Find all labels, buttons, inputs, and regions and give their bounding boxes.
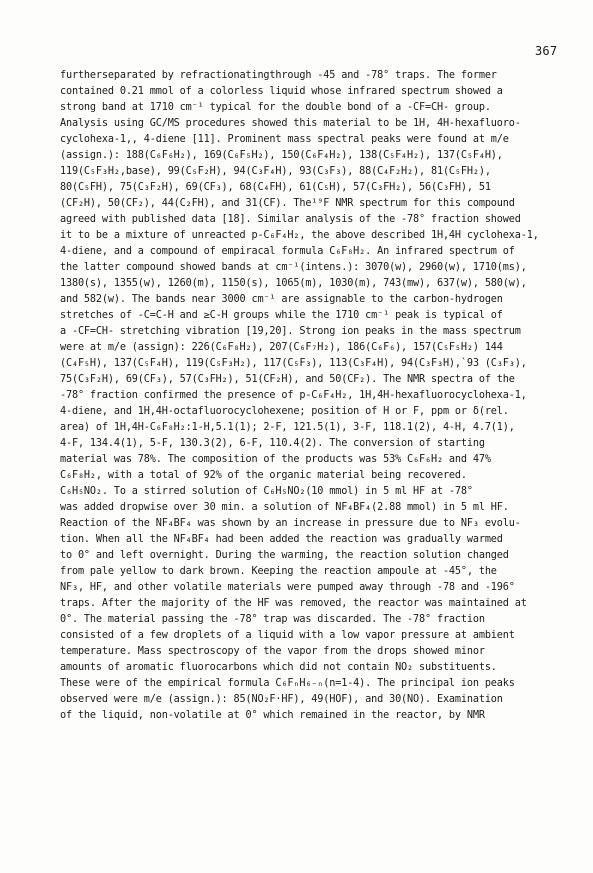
text-line: temperature. Mass spectroscopy of the vapor from the drops showed minor [60, 646, 485, 657]
text-line: NF₃, HF, and other volatile materials were pumped away through -78 and -196° [60, 582, 515, 593]
text-line: 119(C₅F₃H₂,base), 99(C₅F₂H), 94(C₃F₄H), 93(C₃F₃), 88(C₄F₂H₂), 81(C₅FH₂), [60, 166, 491, 177]
text-line: C₆H₅NO₂. To a stirred solution of C₆H₅NO₂(10 mmol) in 5 ml HF at -78° [60, 486, 473, 497]
text-line: it to be a mixture of unreacted p-C₆F₄H₂, the above described 1H,4H cyclohexa-1, [60, 230, 539, 241]
text-line: from pale yellow to dark brown. Keeping the reaction ampoule at -45°, the [60, 566, 497, 577]
text-line: were at m/e (assign): 226(C₆F₈H₂), 207(C₆F₇H₂), 186(C₆F₆), 157(C₅F₅H₂) 144 [60, 342, 503, 353]
text-line: (C₄F₅H), 137(C₅F₄H), 119(C₅F₃H₂), 117(C₅F₃), 113(C₃F₄H), 94(C₃F₃H),`93 (C₃F₃), [60, 358, 527, 369]
text-line: the latter compound showed bands at cm⁻¹(intens.): 3070(w), 2960(w), 1710(ms), [60, 262, 527, 273]
text-line: and 582(w). The bands near 3000 cm⁻¹ are assignable to the carbon-hydrogen [60, 294, 503, 305]
text-line: 75(C₃F₂H), 69(CF₃), 57(C₃FH₂), 51(CF₂H), and 50(CF₂). The NMR spectra of the [60, 374, 515, 385]
text-line: 4-diene, and 1H,4H-octafluorocyclohexene; position of H or F, ppm or δ(rel. [60, 406, 509, 417]
text-line: These were of the empirical formula C₆FₙH₆₋ₙ(n=1-4). The principal ion peaks [60, 678, 515, 689]
text-line: -78° fraction confirmed the presence of p-C₆F₄H₂, 1H,4H-hexafluorocyclohexa-1, [60, 390, 527, 401]
text-line: agreed with published data [18]. Similar analysis of the -78° fraction showed [60, 214, 521, 225]
text-line: amounts of aromatic fluorocarbons which did not contain NO₂ substituents. [60, 662, 497, 673]
text-line: strong band at 1710 cm⁻¹ typical for the double bond of a -CF=CH- group. [60, 102, 491, 113]
text-line: Reaction of the NF₄BF₄ was shown by an increase in pressure due to NF₃ evolu- [60, 518, 521, 529]
text-line: to 0° and left overnight. During the warming, the reaction solution changed [60, 550, 509, 561]
text-line: was added dropwise over 30 min. a solution of NF₄BF₄(2.88 mmol) in 5 ml HF. [60, 502, 509, 513]
text-line: area) of 1H,4H-C₆F₈H₂:1-H,5.1(1); 2-F, 121.5(1), 3-F, 118.1(2), 4-H, 4.7(1), [60, 422, 515, 433]
text-line: (CF₂H), 50(CF₂), 44(C₂FH), and 31(CF). The¹⁹F NMR spectrum for this compound [60, 198, 515, 209]
page-number: 367 [535, 44, 558, 58]
text-line: material was 78%. The composition of the products was 53% C₆F₆H₂ and 47% [60, 454, 491, 465]
text-line: 80(C₅FH), 75(C₃F₂H), 69(CF₃), 68(C₄FH), 61(C₅H), 57(C₃FH₂), 56(C₃FH), 51 [60, 182, 491, 193]
text-line: contained 0.21 mmol of a colorless liquid whose infrared spectrum showed a [60, 86, 503, 97]
text-line: stretches of -C=C-H and ≥C-H groups while the 1710 cm⁻¹ peak is typical of [60, 310, 503, 321]
text-line: 4-F, 134.4(1), 5-F, 130.3(2), 6-F, 110.4(2). The conversion of starting [60, 438, 485, 449]
text-line: a -CF=CH- stretching vibration [19,20]. Strong ion peaks in the mass spectrum [60, 326, 521, 337]
text-line: cyclohexa-1,, 4-diene [11]. Prominent mass spectral peaks were found at m/e [60, 134, 509, 145]
text-line: 4-diene, and a compound of empiracal formula C₆F₈H₂. An infrared spectrum of [60, 246, 515, 257]
text-line: 0°. The material passing the -78° trap was discarded. The -78° fraction [60, 614, 485, 625]
text-line: furtherseparated by refractionatingthrough -45 and -78° traps. The former [60, 70, 497, 81]
text-line: traps. After the majority of the HF was removed, the reactor was maintained at [60, 598, 527, 609]
text-line: observed were m/e (assign.): 85(NO₂F·HF), 49(HOF), and 30(NO). Examination [60, 694, 503, 705]
text-line: consisted of a few droplets of a liquid with a low vapor pressure at ambient [60, 630, 515, 641]
body-text [60, 68, 560, 724]
text-line: of the liquid, non-volatile at 0° which remained in the reactor, by NMR [60, 710, 485, 721]
text-line: 1380(s), 1355(w), 1260(m), 1150(s), 1065(m), 1030(m), 743(mw), 637(w), 580(w), [60, 278, 527, 289]
text-line: C₆F₈H₂, with a total of 92% of the organic material being recovered. [60, 470, 467, 481]
text-line: tion. When all the NF₄BF₄ had been added the reaction was gradually warmed [60, 534, 503, 545]
text-line: (assign.): 188(C₆F₆H₂), 169(C₆F₅H₂), 150(C₆F₄H₂), 138(C₅F₄H₂), 137(C₅F₄H), [60, 150, 503, 161]
text-line: Analysis using GC/MS procedures showed this material to be 1H, 4H-hexafluoro- [60, 118, 521, 129]
